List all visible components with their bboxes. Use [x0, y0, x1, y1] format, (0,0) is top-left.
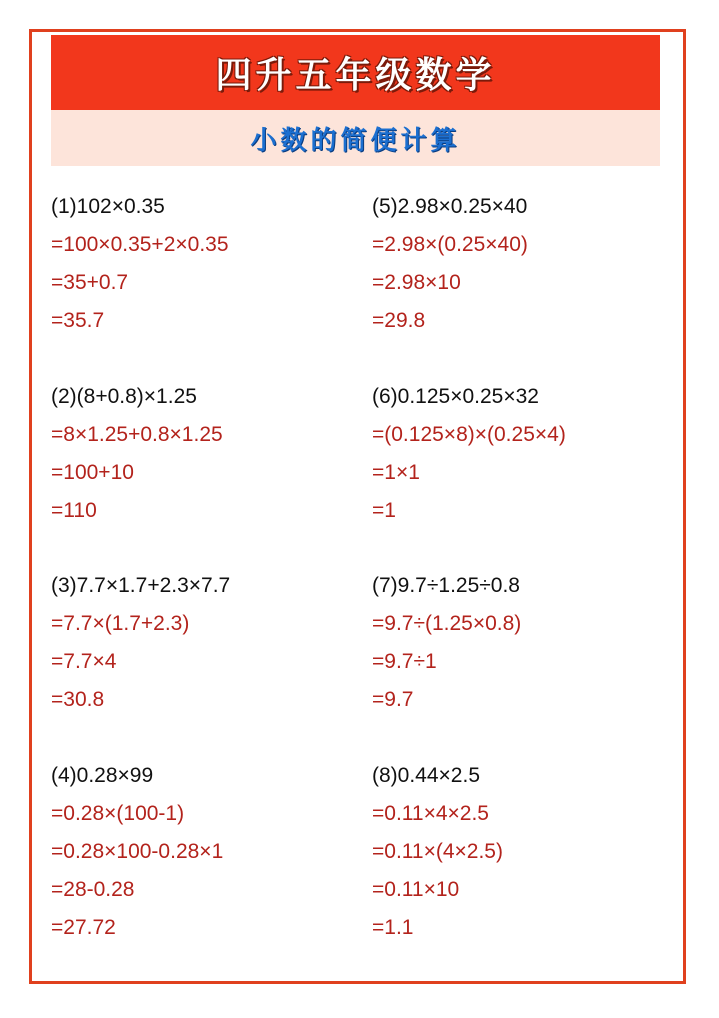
problem-7 [372, 574, 521, 726]
problem-4-question: (4)0.28×99 [51, 764, 154, 787]
problem-8-step-1: =0.11×4×2.5 [372, 802, 489, 825]
problem-4-step-4: =27.72 [51, 916, 116, 939]
problem-4-step-2: =0.28×100-0.28×1 [51, 840, 224, 863]
problem-5-step-3: =29.8 [372, 309, 426, 332]
problem-1 [51, 195, 229, 347]
problem-7-step-2: =9.7÷1 [372, 650, 437, 673]
problem-3-question: (3)7.7×1.7+2.3×7.7 [51, 574, 231, 597]
problem-1-step-3: =35.7 [51, 309, 105, 332]
problem-2 [51, 385, 223, 537]
problem-2-step-3: =110 [51, 499, 97, 522]
problem-2-step-2: =100+10 [51, 461, 134, 484]
problem-4 [51, 764, 223, 954]
problem-5-step-2: =2.98×10 [372, 271, 461, 294]
problem-3-step-3: =30.8 [51, 688, 105, 711]
problem-3-step-2: =7.7×4 [51, 650, 117, 673]
problem-5-step-1: =2.98×(0.25×40) [372, 233, 528, 256]
problem-8-step-4: =1.1 [372, 916, 414, 939]
problem-1-step-1: =100×0.35+2×0.35 [51, 233, 229, 256]
problem-8-step-3: =0.11×10 [372, 878, 460, 901]
problem-6-step-2: =1×1 [372, 461, 420, 484]
problem-2-question: (2)(8+0.8)×1.25 [51, 385, 197, 408]
title-banner [51, 35, 660, 110]
problem-1-question: (1)102×0.35 [51, 195, 165, 218]
problem-8 [372, 764, 503, 954]
problem-3 [51, 574, 230, 726]
page-subtitle: 小数的简便计算 [250, 125, 461, 156]
problem-3-step-1: =7.7×(1.7+2.3) [51, 612, 190, 635]
problem-6 [372, 385, 566, 537]
subtitle-banner [51, 110, 660, 166]
problem-7-step-1: =9.7÷(1.25×0.8) [372, 612, 522, 635]
problem-7-step-3: =9.7 [372, 688, 414, 711]
problem-5-question: (5)2.98×0.25×40 [372, 195, 528, 218]
problem-2-step-1: =8×1.25+0.8×1.25 [51, 423, 223, 446]
problem-7-question: (7)9.7÷1.25÷0.8 [372, 574, 520, 597]
problem-1-step-2: =35+0.7 [51, 271, 129, 294]
problem-6-step-3: =1 [372, 499, 396, 522]
problem-4-step-1: =0.28×(100-1) [51, 802, 185, 825]
problem-4-step-3: =28-0.28 [51, 878, 135, 901]
problem-8-step-2: =0.11×(4×2.5) [372, 840, 503, 863]
problem-6-question: (6)0.125×0.25×32 [372, 385, 539, 408]
problem-6-step-1: =(0.125×8)×(0.25×4) [372, 423, 566, 446]
page-title: 四升五年级数学 [215, 55, 496, 96]
problem-5 [372, 195, 528, 347]
problem-8-question: (8)0.44×2.5 [372, 764, 480, 787]
